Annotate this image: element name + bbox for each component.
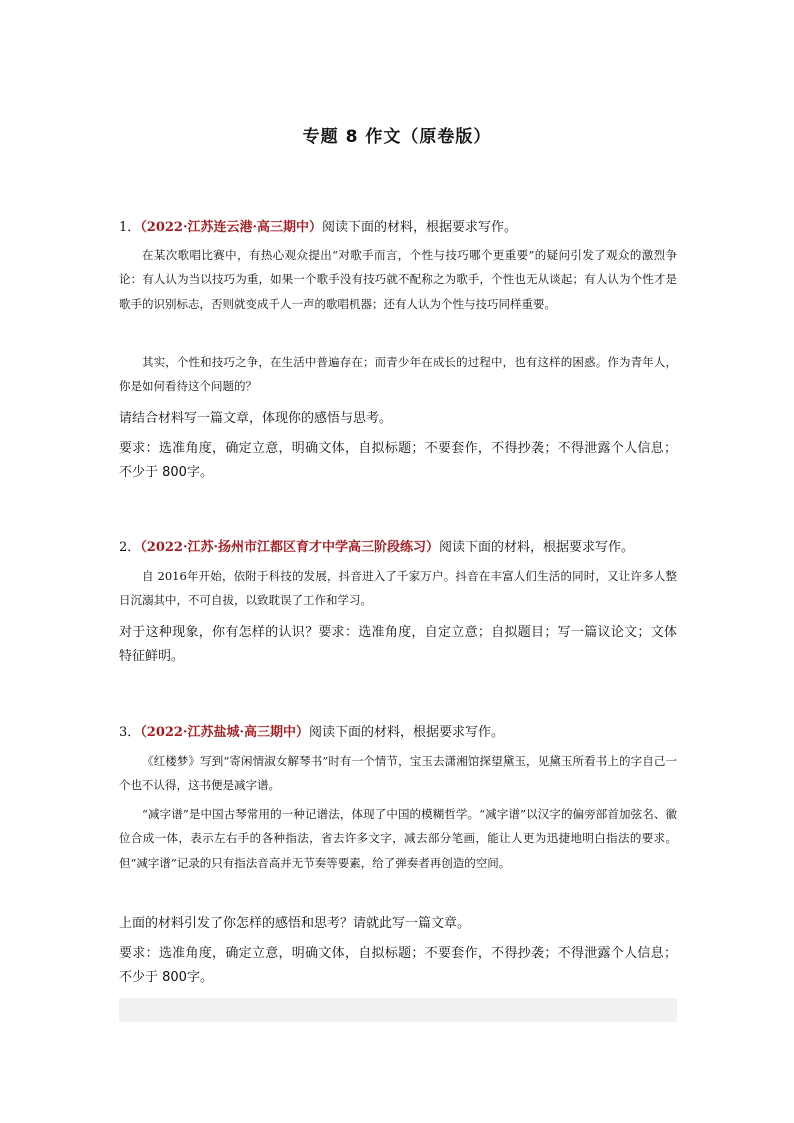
question-1-task-2: 要求：选准角度，确定立意，明确文体，自拟标题；不要套作，不得抄袭；不得泄露个人信息；不少于 800字。 (119, 441, 677, 480)
question-1-material-p2: 其实，个性和技巧之争，在生活中普遍存在；而青少年在成长的过程中，也有这样的困惑。作为青年人，你是如何看待这个问题的？ (119, 355, 677, 394)
question-instruction: 阅读下面的材料，根据要求写作。 (322, 220, 518, 235)
question-source: （2022·江苏连云港·高三期中） (140, 220, 323, 235)
question-2-task-1: 对于这种现象，你有怎样的认识？要求：选准角度，自定立意；自拟题目；写一篇议论文；文体特征鲜明。 (119, 625, 677, 664)
question-1-material-p1: 在某次歌唱比赛中，有热心观众提出“对歌手而言，个性与技巧哪个更重要”的疑问引发了观众的激烈争论：有人认为当以技巧为重，如果一个歌手没有技巧就不配称之为歌手，个性也无从谈起；有人认为个性才是歌手的识别标志，否则就变成千人一声的歌唱机器；还有人认为个性与技巧同样重要。 (119, 248, 677, 311)
question-2-material-p1: 自 2016年开始，依附于科技的发展，抖音进入了千家万户。抖音在丰富人们生活的同时，又让许多人整日沉溺其中，不可自拔，以致耽误了工作和学习。 (119, 569, 677, 608)
question-2-header (119, 539, 634, 557)
question-3-material-p1: 《红楼梦》写到“寄闲情淑女解琴书”时有一个情节，宝玉去潇湘馆探望黛玉，见黛玉所看书上的字自己一个也不认得，这书便是减字谱。 (119, 754, 677, 793)
question-3-material-p2: “减字谱”是中国古琴常用的一种记谱法，体现了中国的模糊哲学。“减字谱”以汉字的偏旁部首加弦名、徽位合成一体，表示左右手的各种指法，省去许多文字，减去部分笔画，能让人更为迅捷地明白指法的要求。但“减字谱”记录的只有指法音高并无节奏等要素，给了弹奏者再创造的空间。 (119, 807, 677, 870)
question-number: 1． (119, 220, 141, 235)
question-number: 3． (119, 725, 141, 740)
question-instruction: 阅读下面的材料，根据要求写作。 (309, 725, 505, 740)
question-source: （2022·江苏·扬州市江都区育才中学高三阶段练习） (140, 540, 440, 555)
question-3-task-2: 要求：选准角度，确定立意，明确文体，自拟标题；不要套作，不得抄袭；不得泄露个人信息；不少于 800字。 (119, 946, 677, 985)
question-1-task-1: 请结合材料写一篇文章，体现你的感悟与思考。 (119, 411, 393, 426)
question-number: 2． (119, 540, 141, 555)
question-source: （2022·江苏盐城·高三期中） (140, 725, 310, 740)
question-1-header (119, 219, 517, 237)
bottom-shaded-bar (119, 998, 677, 1022)
question-instruction: 阅读下面的材料，根据要求写作。 (439, 540, 635, 555)
page-title: 专题 8 作文（原卷版） (302, 127, 492, 147)
question-3-task-1: 上面的材料引发了你怎样的感悟和思考？请就此写一篇文章。 (119, 916, 471, 931)
question-3-header (119, 724, 504, 742)
